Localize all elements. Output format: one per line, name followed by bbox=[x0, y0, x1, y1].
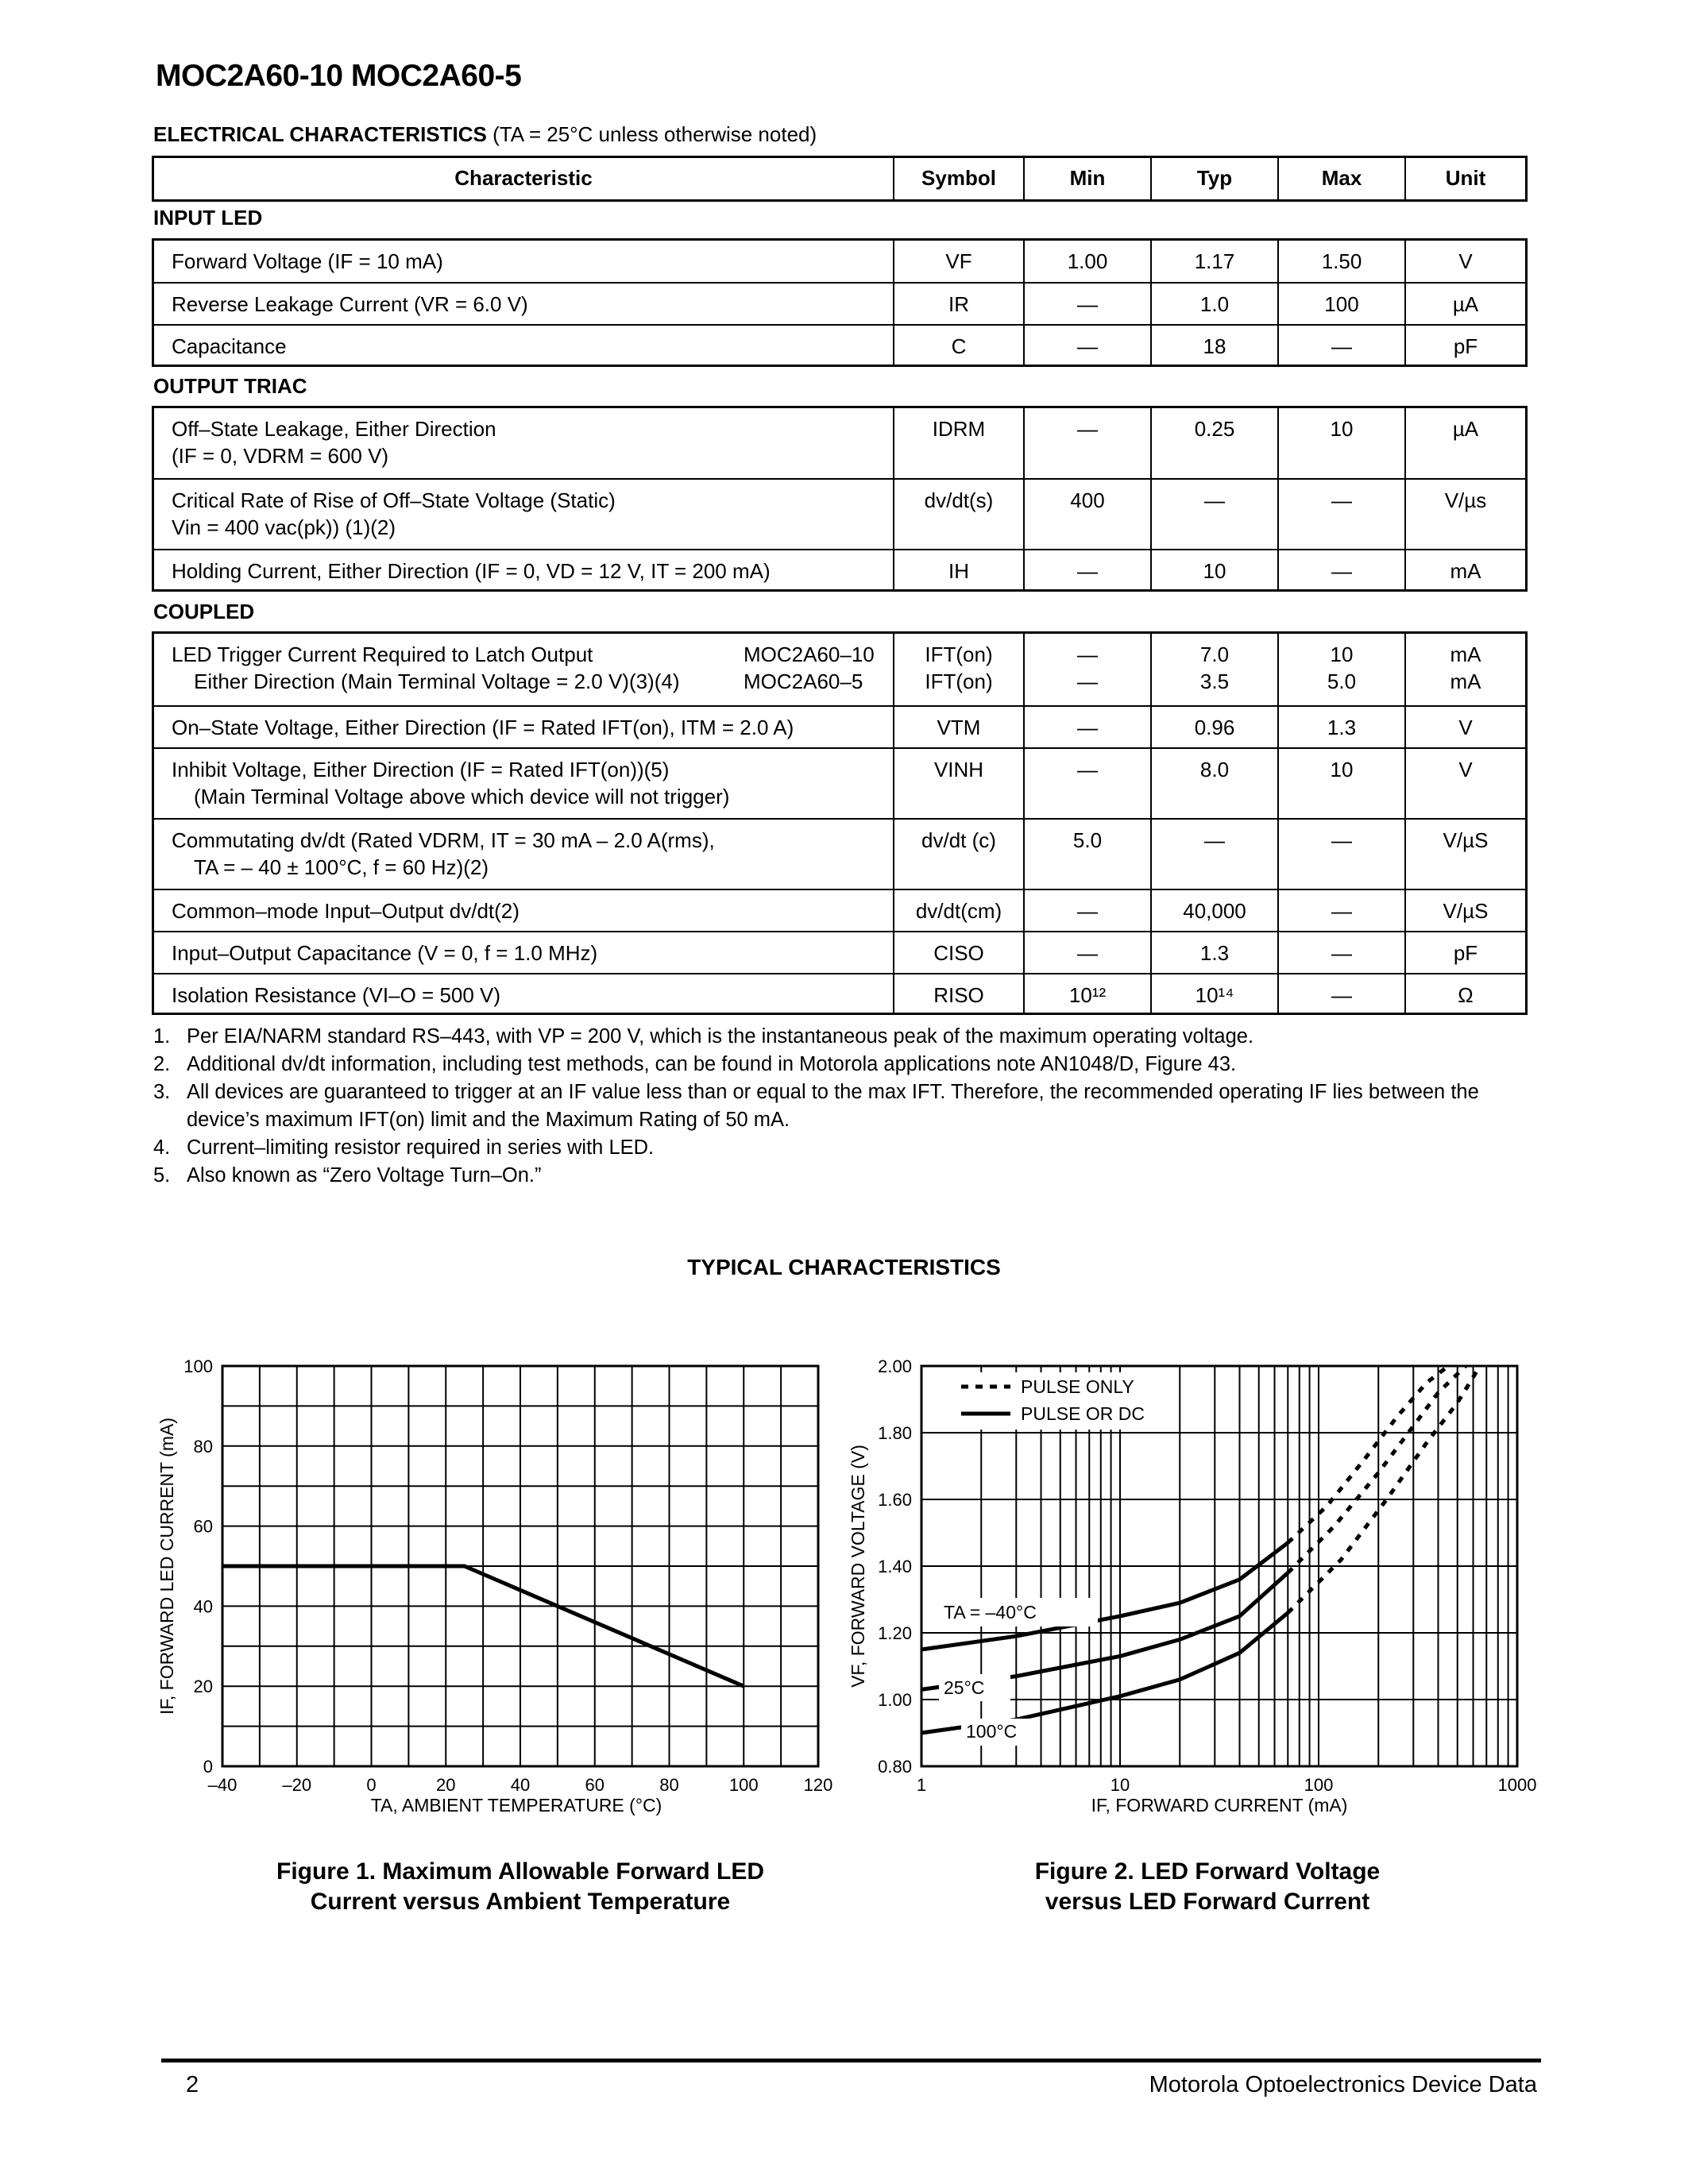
footnotes bbox=[153, 1023, 1535, 1190]
header-min: Min bbox=[1023, 158, 1150, 199]
cell-unit bbox=[1404, 634, 1525, 705]
footnote-text: Per EIA/NARM standard RS–443, with VP = 200 V, which is the instantaneous peak of the maximum operating voltage. bbox=[187, 1025, 1254, 1048]
fig2-y-tick-label: 1.40 bbox=[878, 1557, 912, 1576]
table-row bbox=[154, 634, 1525, 705]
fig1-x-tick-label: 0 bbox=[366, 1775, 377, 1795]
table-header bbox=[152, 156, 1528, 202]
cell-unit: V/µS bbox=[1404, 820, 1525, 889]
typical-characteristics-heading: TYPICAL CHARACTERISTICS bbox=[687, 1255, 1001, 1279]
fig1-ylabel: IF, FORWARD LED CURRENT (mA) bbox=[156, 1418, 177, 1715]
footnote-text: Also known as “Zero Voltage Turn–On.” bbox=[187, 1164, 542, 1187]
table-row bbox=[154, 478, 1525, 549]
cell-min: — bbox=[1023, 707, 1150, 747]
cell-max: — bbox=[1277, 480, 1404, 549]
fig2-y-tick-label: 0.80 bbox=[878, 1757, 912, 1777]
cell-char bbox=[154, 634, 893, 705]
cell-typ: 10 bbox=[1150, 550, 1277, 589]
cell-max: 100 bbox=[1277, 284, 1404, 324]
footer-publication: Motorola Optoelectronics Device Data bbox=[1149, 2072, 1537, 2097]
table-row bbox=[154, 705, 1525, 747]
cell-char-line1: Inhibit Voltage, Either Direction (IF = Rated IFT(on))(5) bbox=[172, 758, 670, 781]
ec-heading-note: (TA = 25°C unless otherwise noted) bbox=[486, 122, 817, 146]
fig2-y-tick-label: 1.60 bbox=[878, 1490, 912, 1510]
footnote bbox=[153, 1162, 1535, 1190]
cell-max: — bbox=[1277, 820, 1404, 889]
cell-sym-2: IFT(on) bbox=[925, 669, 993, 693]
cell-unit-1: mA bbox=[1450, 642, 1481, 666]
cell-typ: 1.3 bbox=[1150, 932, 1277, 973]
cell-max: 10 bbox=[1277, 749, 1404, 818]
document-title: MOC2A60-10 MOC2A60-5 bbox=[156, 59, 522, 93]
fig2-dashed-curve bbox=[1288, 1366, 1466, 1572]
fig2-x-tick-label: 10 bbox=[1110, 1775, 1130, 1795]
cell-min: — bbox=[1023, 749, 1150, 818]
cell-part-2: MOC2A60–5 bbox=[744, 669, 863, 693]
header-unit: Unit bbox=[1404, 158, 1525, 199]
fig2-caption-line1: Figure 2. LED Forward Voltage bbox=[1034, 1858, 1381, 1885]
fig1-caption-line1: Figure 1. Maximum Allowable Forward LED bbox=[276, 1858, 764, 1885]
cell-typ: 1.17 bbox=[1150, 241, 1277, 282]
cell-min: — bbox=[1023, 326, 1150, 365]
cell-unit: Ω bbox=[1404, 974, 1525, 1013]
cell-unit: V/µs bbox=[1404, 480, 1525, 549]
fig1-y-tick-label: 80 bbox=[193, 1436, 213, 1457]
cell-sym: dv/dt(s) bbox=[893, 480, 1023, 549]
fig2-y-tick-label: 1.80 bbox=[878, 1423, 912, 1443]
ec-heading-bold: ELECTRICAL CHARACTERISTICS bbox=[153, 122, 487, 146]
cell-typ: 0.25 bbox=[1150, 408, 1277, 478]
cell-max: — bbox=[1277, 932, 1404, 973]
fig1-x-tick-label: 20 bbox=[436, 1775, 456, 1795]
cell-typ: 40,000 bbox=[1150, 890, 1277, 931]
cell-max bbox=[1277, 634, 1404, 705]
table-row bbox=[154, 324, 1525, 365]
footnote bbox=[153, 1023, 1535, 1051]
fig1-x-tick-label: 80 bbox=[659, 1775, 679, 1795]
fig1-x-tick-label: 60 bbox=[585, 1775, 605, 1795]
footnote-number: 2. bbox=[153, 1053, 171, 1075]
cell-sym: RISO bbox=[893, 974, 1023, 1013]
fig2-curve-label-minus40: TA = –40°C bbox=[944, 1602, 1037, 1623]
fig2-y-tick-label: 2.00 bbox=[878, 1356, 912, 1376]
cell-char: Common–mode Input–Output dv/dt(2) bbox=[172, 899, 520, 923]
table-row bbox=[154, 973, 1525, 1013]
table-output-triac bbox=[152, 406, 1528, 592]
footnote bbox=[153, 1078, 1535, 1134]
footnote-number: 1. bbox=[153, 1025, 171, 1048]
cell-char bbox=[154, 749, 893, 818]
electrical-characteristics-heading bbox=[153, 122, 817, 147]
table-row bbox=[154, 818, 1525, 889]
cell-typ: — bbox=[1150, 480, 1277, 549]
cell-sym: C bbox=[893, 326, 1023, 365]
cell-sym: VINH bbox=[893, 749, 1023, 818]
cell-min: 10¹² bbox=[1023, 974, 1150, 1013]
table-input-led bbox=[152, 238, 1528, 367]
cell-sym: VTM bbox=[893, 707, 1023, 747]
header-symbol: Symbol bbox=[893, 158, 1023, 199]
footnote-number: 3. bbox=[153, 1081, 171, 1103]
cell-sym: dv/dt(cm) bbox=[893, 890, 1023, 931]
fig1-x-tick-labels bbox=[208, 1775, 833, 1795]
table-row bbox=[154, 408, 1525, 478]
fig2-y-tick-labels bbox=[878, 1356, 912, 1777]
cell-char-line1: Critical Rate of Rise of Off–State Voltage (Static) bbox=[172, 488, 616, 512]
figure-2-caption bbox=[878, 1857, 1537, 1917]
cell-sym-1: IFT(on) bbox=[925, 642, 993, 666]
cell-char-line2: (Main Terminal Voltage above which device will not trigger) bbox=[194, 785, 730, 808]
fig1-x-tick-label: –40 bbox=[207, 1775, 238, 1795]
footnote bbox=[153, 1134, 1535, 1162]
cell-min-1: — bbox=[1077, 642, 1098, 666]
cell-unit: µA bbox=[1404, 408, 1525, 478]
cell-char-line1-wrap bbox=[172, 641, 893, 668]
header-characteristic: Characteristic bbox=[454, 166, 593, 190]
figure-2-chart bbox=[834, 1342, 1549, 1835]
footnote-number: 4. bbox=[153, 1136, 171, 1159]
fig1-x-tick-label: 100 bbox=[728, 1775, 759, 1795]
cell-sym: IR bbox=[893, 284, 1023, 324]
fig1-y-tick-label: 20 bbox=[193, 1677, 213, 1697]
cell-max-2: 5.0 bbox=[1327, 669, 1357, 693]
section-coupled: COUPLED bbox=[153, 600, 255, 623]
cell-max: — bbox=[1277, 974, 1404, 1013]
cell-typ: 8.0 bbox=[1150, 749, 1277, 818]
fig1-y-tick-label: 40 bbox=[193, 1596, 213, 1617]
table-row bbox=[154, 241, 1525, 282]
cell-unit: V/µS bbox=[1404, 890, 1525, 931]
section-output-triac: OUTPUT TRIAC bbox=[153, 374, 307, 398]
fig1-x-tick-label: –20 bbox=[282, 1775, 312, 1795]
cell-char: Reverse Leakage Current (VR = 6.0 V) bbox=[172, 292, 528, 316]
fig2-y-tick-label: 1.20 bbox=[878, 1623, 912, 1643]
cell-char: Capacitance bbox=[172, 334, 287, 358]
fig2-x-tick-labels bbox=[917, 1775, 1537, 1795]
page-number: 2 bbox=[186, 2072, 199, 2097]
cell-min: — bbox=[1023, 932, 1150, 973]
cell-char bbox=[154, 408, 893, 478]
cell-max: 1.50 bbox=[1277, 241, 1404, 282]
cell-typ: 1.0 bbox=[1150, 284, 1277, 324]
cell-typ-1: 7.0 bbox=[1199, 642, 1230, 666]
cell-typ bbox=[1150, 634, 1277, 705]
cell-sym: dv/dt (c) bbox=[893, 820, 1023, 889]
cell-char: On–State Voltage, Either Direction (IF = Rated IFT(on), ITM = 2.0 A) bbox=[172, 716, 794, 739]
cell-char-line2: TA = – 40 ± 100°C, f = 60 Hz)(2) bbox=[194, 855, 489, 879]
cell-sym: VF bbox=[893, 241, 1023, 282]
cell-char-line2: (IF = 0, VDRM = 600 V) bbox=[172, 444, 389, 468]
fig2-xlabel: IF, FORWARD CURRENT (mA) bbox=[1091, 1795, 1348, 1815]
fig2-solid-curve bbox=[921, 1572, 1288, 1689]
fig2-legend-pulse-only: PULSE ONLY bbox=[1021, 1376, 1134, 1397]
fig1-y-tick-label: 0 bbox=[203, 1757, 213, 1777]
cell-char-line2: Vin = 400 vac(pk)) (1)(2) bbox=[172, 515, 396, 539]
fig1-y-tick-labels bbox=[183, 1356, 213, 1777]
cell-char: Isolation Resistance (VI–O = 500 V) bbox=[172, 983, 501, 1007]
cell-part-1: MOC2A60–10 bbox=[744, 642, 875, 666]
figure-1-caption bbox=[191, 1857, 850, 1917]
fig2-curve-label-25: 25°C bbox=[944, 1677, 985, 1698]
cell-char: Input–Output Capacitance (V = 0, f = 1.0 MHz) bbox=[172, 941, 598, 965]
fig1-caption-line2: Current versus Ambient Temperature bbox=[310, 1889, 731, 1915]
cell-min: — bbox=[1023, 284, 1150, 324]
footnote-text: Current–limiting resistor required in series with LED. bbox=[187, 1136, 655, 1159]
table-row bbox=[154, 549, 1525, 589]
cell-sym: CISO bbox=[893, 932, 1023, 973]
cell-max: — bbox=[1277, 890, 1404, 931]
cell-sym: IH bbox=[893, 550, 1023, 589]
cell-min: — bbox=[1023, 890, 1150, 931]
fig2-y-tick-label: 1.00 bbox=[878, 1690, 912, 1710]
cell-unit: mA bbox=[1404, 550, 1525, 589]
figure-1-chart bbox=[143, 1342, 842, 1835]
fig2-solid-curve bbox=[921, 1613, 1288, 1733]
table-row bbox=[154, 747, 1525, 818]
header-max: Max bbox=[1277, 158, 1404, 199]
cell-typ-2: 3.5 bbox=[1199, 669, 1230, 693]
cell-max: — bbox=[1277, 326, 1404, 365]
fig2-legend-pulse-or-dc: PULSE OR DC bbox=[1021, 1403, 1145, 1424]
section-input-led: INPUT LED bbox=[153, 206, 263, 230]
fig2-dashed-curve bbox=[1288, 1366, 1480, 1613]
fig1-x-tick-label: 40 bbox=[510, 1775, 531, 1795]
cell-unit: µA bbox=[1404, 284, 1525, 324]
cell-char bbox=[154, 480, 893, 549]
fig2-caption-line2: versus LED Forward Current bbox=[1045, 1889, 1370, 1915]
cell-typ: 10¹⁴ bbox=[1150, 974, 1277, 1013]
cell-sym bbox=[893, 634, 1023, 705]
cell-char bbox=[154, 820, 893, 889]
cell-min-2: — bbox=[1077, 669, 1098, 693]
footnote bbox=[153, 1051, 1535, 1078]
cell-unit-2: mA bbox=[1450, 669, 1481, 693]
cell-char-line2-wrap bbox=[172, 668, 893, 695]
fig2-dashed-curve bbox=[1288, 1366, 1448, 1543]
cell-char-line1: Off–State Leakage, Either Direction bbox=[172, 417, 496, 441]
table-coupled bbox=[152, 631, 1528, 1015]
cell-min: 1.00 bbox=[1023, 241, 1150, 282]
cell-min: — bbox=[1023, 550, 1150, 589]
cell-max: 1.3 bbox=[1277, 707, 1404, 747]
cell-sym: IDRM bbox=[893, 408, 1023, 478]
cell-max: 10 bbox=[1277, 408, 1404, 478]
cell-max-1: 10 bbox=[1330, 642, 1354, 666]
cell-unit: pF bbox=[1404, 326, 1525, 365]
fig2-curve-label-100: 100°C bbox=[966, 1721, 1018, 1742]
cell-min: 5.0 bbox=[1023, 820, 1150, 889]
footer-rule bbox=[161, 2059, 1541, 2062]
cell-typ: 18 bbox=[1150, 326, 1277, 365]
cell-unit: V bbox=[1404, 749, 1525, 818]
fig1-x-tick-label: 120 bbox=[803, 1775, 833, 1795]
cell-char-line1: LED Trigger Current Required to Latch Output bbox=[172, 642, 593, 666]
cell-char-line1: Commutating dv/dt (Rated VDRM, IT = 30 mA – 2.0 A(rms), bbox=[172, 828, 715, 852]
table-row bbox=[154, 282, 1525, 324]
cell-unit: V bbox=[1404, 241, 1525, 282]
table-row bbox=[154, 889, 1525, 931]
cell-typ: 0.96 bbox=[1150, 707, 1277, 747]
cell-min: — bbox=[1023, 408, 1150, 478]
cell-char: Holding Current, Either Direction (IF = 0, VD = 12 V, IT = 200 mA) bbox=[172, 559, 771, 583]
fig1-y-tick-label: 100 bbox=[183, 1356, 213, 1376]
cell-unit: V bbox=[1404, 707, 1525, 747]
footnote-number: 5. bbox=[153, 1164, 171, 1187]
cell-min bbox=[1023, 634, 1150, 705]
cell-typ: — bbox=[1150, 820, 1277, 889]
cell-char-line2: Either Direction (Main Terminal Voltage = 2.0 V)(3)(4) bbox=[194, 669, 680, 693]
cell-min: 400 bbox=[1023, 480, 1150, 549]
footnote-text: Additional dv/dt information, including test methods, can be found in Motorola applications note AN1048/D, Figure 43. bbox=[187, 1053, 1237, 1075]
fig1-y-tick-label: 60 bbox=[193, 1516, 213, 1537]
fig2-x-tick-label: 1 bbox=[916, 1775, 927, 1795]
cell-unit: pF bbox=[1404, 932, 1525, 973]
footnote-text: All devices are guaranteed to trigger at an IF value less than or equal to the max IFT. Therefore, the recommended operating IF lies between the device’s maximum IFT(on) limit and the Maximum Rating of 50 mA. bbox=[187, 1081, 1479, 1131]
fig2-ylabel: VF, FORWARD VOLTAGE (V) bbox=[848, 1445, 868, 1688]
cell-char: Forward Voltage (IF = 10 mA) bbox=[172, 249, 443, 273]
table-row bbox=[154, 931, 1525, 973]
cell-max: — bbox=[1277, 550, 1404, 589]
fig2-x-tick-label: 100 bbox=[1304, 1775, 1334, 1795]
fig2-x-tick-label: 1000 bbox=[1497, 1775, 1537, 1795]
header-typ: Typ bbox=[1150, 158, 1277, 199]
fig1-xlabel: TA, AMBIENT TEMPERATURE (°C) bbox=[370, 1795, 662, 1815]
